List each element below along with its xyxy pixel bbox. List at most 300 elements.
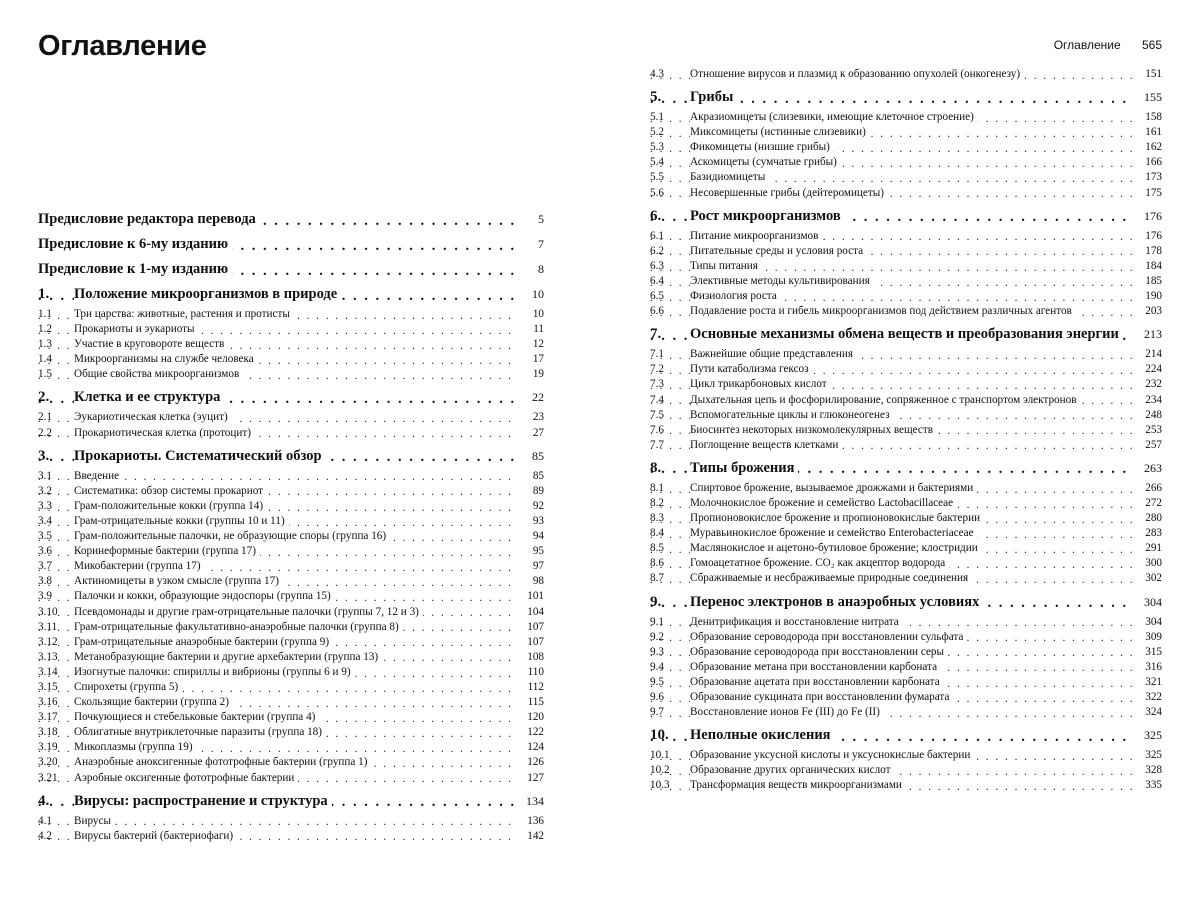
toc-number: 9.6	[650, 691, 664, 703]
toc-number: 3.14	[38, 665, 58, 678]
toc-page-number: 12	[514, 337, 544, 352]
toc-title-wrap	[650, 304, 1162, 319]
toc-page-number: 300	[1132, 556, 1162, 571]
toc-section[interactable]	[650, 763, 1162, 778]
toc-number: 6.3	[650, 259, 664, 272]
toc-chapter[interactable]	[38, 447, 544, 466]
toc-page-number: 263	[1132, 459, 1162, 478]
toc-title-wrap	[650, 571, 1162, 586]
toc-title-wrap	[38, 235, 544, 254]
toc-title: Денитрификация и восстановление нитрата	[690, 616, 903, 628]
toc-number: 8.7	[650, 572, 664, 585]
toc-number: 10.2	[650, 764, 670, 777]
toc-title: Метанобразующие бактерии и другие архебактерии (группа 13)	[74, 651, 382, 663]
toc-number: 3.6	[38, 545, 52, 558]
toc-section[interactable]	[38, 514, 544, 529]
toc-title: Пути катаболизма гексоз	[690, 363, 813, 375]
toc-section[interactable]	[38, 529, 544, 544]
toc-number: 3.15	[38, 680, 58, 693]
toc-section[interactable]	[650, 526, 1162, 541]
toc-chapter[interactable]	[38, 285, 544, 304]
toc-number: 3.16	[38, 696, 58, 709]
toc-title-wrap	[650, 778, 1162, 793]
toc-number: 3.7	[38, 560, 52, 573]
toc-number: 2.2	[38, 426, 52, 439]
toc-section[interactable]	[38, 559, 544, 574]
toc-section[interactable]	[38, 605, 544, 620]
toc-section[interactable]	[650, 511, 1162, 526]
toc-title: Акразиомицеты (слизевики, имеющие клеточное строение)	[690, 111, 978, 123]
toc-number: 8.5	[650, 542, 664, 555]
toc-number: 6.2	[650, 244, 664, 257]
toc-number: 7.6	[650, 423, 664, 436]
toc-page-number: 335	[1132, 778, 1162, 793]
page-number: 565	[1141, 38, 1162, 52]
toc-page-number: 142	[514, 829, 544, 844]
toc-title-wrap	[650, 140, 1162, 155]
toc-title-wrap	[650, 496, 1162, 511]
toc-section[interactable]	[38, 710, 544, 725]
toc-chapter[interactable]	[650, 88, 1162, 107]
toc-section[interactable]	[650, 244, 1162, 259]
toc-section[interactable]	[650, 748, 1162, 763]
toc-title: Элективные методы культивирования	[690, 275, 874, 287]
toc-title: Участие в круговороте веществ	[74, 338, 228, 350]
toc-section[interactable]	[38, 307, 544, 322]
toc-section[interactable]	[650, 362, 1162, 377]
toc-number: 9.3	[650, 645, 664, 658]
toc-section[interactable]	[650, 675, 1162, 690]
toc-title: Три царства: животные, растения и протисты	[74, 308, 294, 320]
toc-section[interactable]	[38, 426, 544, 441]
toc-section[interactable]	[650, 541, 1162, 556]
toc-chapter[interactable]	[38, 792, 544, 811]
toc-title: Почкующиеся и стебельковые бактерии (группа 4)	[74, 711, 319, 723]
toc-section[interactable]	[650, 690, 1162, 705]
toc-title: Перенос электронов в анаэробных условиях	[690, 594, 983, 610]
toc-title-wrap	[38, 792, 544, 811]
toc-section[interactable]	[38, 469, 544, 484]
toc-page-number: 155	[1132, 88, 1162, 107]
toc-number: 10.	[650, 727, 669, 744]
toc-section[interactable]	[38, 367, 544, 382]
toc-page-number: 94	[514, 529, 544, 544]
toc-number: 3.12	[38, 635, 58, 648]
toc-page-number: 136	[514, 814, 544, 829]
toc-page-number: 302	[1132, 571, 1162, 586]
toc-section[interactable]	[38, 574, 544, 589]
toc-page-number: 322	[1132, 690, 1162, 705]
toc-page-number: 283	[1132, 526, 1162, 541]
toc-page-number: 126	[514, 755, 544, 770]
toc-title: Образование уксусной кислоты и уксуснокислые бактерии	[690, 749, 974, 761]
toc-title-wrap	[650, 726, 1162, 745]
toc-title-wrap	[650, 274, 1162, 289]
toc-section[interactable]	[650, 438, 1162, 453]
toc-title-wrap	[650, 110, 1162, 125]
toc-section[interactable]	[650, 393, 1162, 408]
toc-page-number: 17	[514, 352, 544, 367]
toc-page-number: 178	[1132, 244, 1162, 259]
toc-section[interactable]	[650, 67, 1162, 82]
toc-section[interactable]	[38, 589, 544, 604]
toc-number: 3.8	[38, 575, 52, 588]
toc-title: Псевдомонады и другие грам-отрицательные палочки (группы 7, 12 и 3)	[74, 606, 423, 618]
toc-number: 8.4	[650, 527, 664, 540]
toc-page-number: 257	[1132, 438, 1162, 453]
toc-section[interactable]	[38, 484, 544, 499]
toc-title-wrap	[38, 650, 544, 665]
toc-number: 3.5	[38, 530, 52, 543]
toc-page-number: 162	[1132, 140, 1162, 155]
toc-page-number: 190	[1132, 289, 1162, 304]
toc-title-wrap	[38, 680, 544, 695]
toc-page-number: 85	[514, 469, 544, 484]
toc-number: 8.2	[650, 496, 664, 509]
toc-page-number: 19	[514, 367, 544, 382]
toc-chapter[interactable]	[650, 325, 1162, 344]
toc-section[interactable]	[650, 347, 1162, 362]
toc-title-wrap	[38, 337, 544, 352]
toc-page-number: 124	[514, 740, 544, 755]
toc-title: Типы брожения	[690, 460, 798, 476]
toc-section[interactable]	[650, 170, 1162, 185]
toc-section[interactable]	[650, 778, 1162, 793]
toc-page-number: 115	[514, 695, 544, 710]
toc-section[interactable]	[38, 322, 544, 337]
toc-title: Муравьинокислое брожение и семейство Enterobacteriaceae	[690, 527, 978, 539]
toc-chapter[interactable]	[650, 726, 1162, 745]
toc-number: 10.3	[650, 779, 670, 792]
toc-front-matter[interactable]	[38, 235, 544, 254]
toc-number: 8.6	[650, 557, 664, 570]
toc-title-wrap	[38, 635, 544, 650]
toc-number: 9.	[650, 593, 662, 610]
toc-chapter[interactable]	[650, 459, 1162, 478]
toc-page-number: 92	[514, 499, 544, 514]
toc-title: Скользящие бактерии (группа 2)	[74, 696, 233, 708]
toc-page-number: 324	[1132, 705, 1162, 720]
toc-title: Предисловие редактора перевода	[38, 211, 260, 227]
toc-section[interactable]	[650, 496, 1162, 511]
toc-title: Неполные окисления	[690, 727, 835, 743]
right-page	[600, 0, 1200, 919]
toc-number: 3.4	[38, 514, 52, 527]
toc-title: Микроорганизмы на службе человека	[74, 353, 258, 365]
toc-title-wrap	[650, 362, 1162, 377]
toc-title-wrap	[38, 285, 544, 304]
toc-title-wrap	[650, 155, 1162, 170]
toc-number: 7.1	[650, 348, 664, 361]
toc-page-number: 291	[1132, 541, 1162, 556]
toc-chapter[interactable]	[650, 207, 1162, 226]
toc-number: 1.3	[38, 338, 52, 351]
toc-number: 7.3	[650, 378, 664, 391]
toc-title-wrap	[650, 423, 1162, 438]
toc-page-number: 176	[1132, 229, 1162, 244]
toc-title: Образование сероводорода при восстановлении сульфата	[690, 631, 967, 643]
toc-title: Типы питания	[690, 260, 762, 272]
toc-page-number: 214	[1132, 347, 1162, 362]
toc-section[interactable]	[38, 544, 544, 559]
toc-title: Отношение вирусов и плазмид к образованию опухолей (онкогенезу)	[690, 68, 1024, 80]
toc-section[interactable]	[650, 481, 1162, 496]
toc-title: Образование других органических кислот	[690, 764, 894, 776]
toc-number: 3.20	[38, 756, 58, 769]
toc-number: 8.1	[650, 481, 664, 494]
toc-page-number: 151	[1132, 67, 1162, 82]
toc-section[interactable]	[650, 274, 1162, 289]
toc-section[interactable]	[38, 337, 544, 352]
toc-number: 9.7	[650, 706, 664, 719]
toc-section[interactable]	[38, 635, 544, 650]
toc-title: Спирохеты (группа 5)	[74, 681, 182, 693]
toc-number: 5.3	[650, 141, 664, 154]
toc-number: 5.2	[650, 126, 664, 139]
toc-title: Сбраживаемые и несбраживаемые природные соединения	[690, 572, 972, 584]
toc-page-number: 266	[1132, 481, 1162, 496]
toc-number: 9.4	[650, 660, 664, 673]
toc-number: 3.21	[38, 771, 58, 784]
toc-page-number: 85	[514, 447, 544, 466]
toc-title: Миксомицеты (истинные слизевики)	[690, 126, 870, 138]
toc-number: 5.	[650, 89, 662, 106]
toc-title-wrap	[650, 244, 1162, 259]
toc-number: 1.5	[38, 368, 52, 381]
toc-number: 3.9	[38, 590, 52, 603]
toc-number: 3.11	[38, 620, 58, 633]
toc-section[interactable]	[38, 352, 544, 367]
toc-section[interactable]	[650, 705, 1162, 720]
toc-number: 9.1	[650, 615, 664, 628]
toc-section[interactable]	[650, 140, 1162, 155]
toc-title-wrap	[38, 410, 544, 425]
toc-page-number: 89	[514, 484, 544, 499]
toc-section[interactable]	[650, 556, 1162, 571]
toc-title: Грибы	[690, 89, 737, 105]
toc-number: 5.1	[650, 111, 664, 124]
toc-title-wrap	[38, 605, 544, 620]
toc-page-number: 176	[1132, 207, 1162, 226]
toc-title-wrap	[650, 67, 1162, 82]
toc-number: 6.6	[650, 305, 664, 318]
toc-list-left	[38, 210, 544, 844]
toc-title: Вирусы бактерий (бактериофаги)	[74, 830, 237, 842]
toc-number: 7.4	[650, 393, 664, 406]
toc-title-wrap	[650, 556, 1162, 571]
toc-title: Подавление роста и гибель микроорганизмов под действием различных агентов	[690, 305, 1076, 317]
toc-section[interactable]	[650, 630, 1162, 645]
toc-number: 9.2	[650, 630, 664, 643]
toc-title-wrap	[650, 511, 1162, 526]
toc-page-number: 321	[1132, 675, 1162, 690]
toc-section[interactable]	[650, 571, 1162, 586]
toc-chapter[interactable]	[650, 593, 1162, 612]
toc-page-number: 248	[1132, 408, 1162, 423]
toc-title-wrap	[38, 210, 544, 229]
toc-title-wrap	[38, 447, 544, 466]
toc-title: Эукариотическая клетка (эуцит)	[74, 411, 232, 423]
toc-title: Образование ацетата при восстановлении карбоната	[690, 676, 944, 688]
toc-title-wrap	[650, 88, 1162, 107]
toc-title-wrap	[650, 186, 1162, 201]
toc-number: 1.4	[38, 353, 52, 366]
toc-number: 3.19	[38, 741, 58, 754]
toc-title: Молочнокислое брожение и семейство Lactobacillaceae	[690, 497, 957, 509]
toc-number: 3.17	[38, 711, 58, 724]
toc-section[interactable]	[650, 423, 1162, 438]
toc-front-matter[interactable]	[38, 260, 544, 279]
toc-page-number: 101	[514, 589, 544, 604]
toc-number: 9.5	[650, 675, 664, 688]
toc-section[interactable]	[38, 755, 544, 770]
toc-chapter[interactable]	[38, 388, 544, 407]
toc-section[interactable]	[650, 125, 1162, 140]
toc-number: 3.3	[38, 499, 52, 512]
toc-title-wrap	[650, 705, 1162, 720]
toc-page-number: 304	[1132, 593, 1162, 612]
toc-number: 5.6	[650, 186, 664, 199]
toc-title-wrap	[650, 541, 1162, 556]
running-head-title: Оглавление	[1053, 38, 1121, 52]
toc-page-number: 23	[514, 410, 544, 425]
toc-section[interactable]	[38, 665, 544, 680]
toc-number: 6.1	[650, 229, 664, 242]
toc-title: Микобактерии (группа 17)	[74, 560, 205, 572]
toc-title-wrap	[38, 499, 544, 514]
toc-section[interactable]	[650, 155, 1162, 170]
toc-number: 6.4	[650, 274, 664, 287]
toc-title: Важнейшие общие представления	[690, 348, 857, 360]
toc-title-wrap	[650, 660, 1162, 675]
toc-page-number: 127	[514, 771, 544, 786]
toc-page-number: 22	[514, 388, 544, 407]
toc-page-number: 134	[514, 792, 544, 811]
toc-title-wrap	[650, 675, 1162, 690]
toc-section[interactable]	[38, 650, 544, 665]
toc-title-wrap	[650, 325, 1162, 344]
toc-page-number: 11	[514, 322, 544, 337]
toc-section[interactable]	[38, 740, 544, 755]
toc-number: 3.1	[38, 469, 52, 482]
toc-section[interactable]	[650, 229, 1162, 244]
toc-section[interactable]	[38, 725, 544, 740]
toc-page-number: 325	[1132, 726, 1162, 745]
toc-title-wrap	[650, 393, 1162, 408]
toc-title: Дыхательная цепь и фосфорилирование, сопряженное с транспортом электронов	[690, 394, 1081, 406]
toc-title: Общие свойства микроорганизмов	[74, 368, 243, 380]
toc-section[interactable]	[650, 660, 1162, 675]
toc-section[interactable]	[650, 110, 1162, 125]
toc-section[interactable]	[650, 615, 1162, 630]
toc-title-wrap	[650, 170, 1162, 185]
toc-section[interactable]	[650, 377, 1162, 392]
toc-section[interactable]	[650, 186, 1162, 201]
toc-title: Прокариотическая клетка (протоцит)	[74, 427, 255, 439]
toc-section[interactable]	[650, 304, 1162, 319]
toc-title-wrap	[38, 829, 544, 844]
toc-page-number: 112	[514, 680, 544, 695]
toc-section[interactable]	[38, 695, 544, 710]
toc-title-wrap	[38, 665, 544, 680]
toc-title-wrap	[38, 589, 544, 604]
toc-section[interactable]	[650, 645, 1162, 660]
toc-title-wrap	[38, 367, 544, 382]
toc-title-wrap	[38, 740, 544, 755]
toc-title: Образование сукцината при восстановлении фумарата	[690, 691, 953, 703]
toc-title: Вспомогательные циклы и глюконеогенез	[690, 409, 894, 421]
toc-title-wrap	[650, 459, 1162, 478]
toc-page-number: 325	[1132, 748, 1162, 763]
toc-title-wrap	[38, 426, 544, 441]
toc-title-wrap	[650, 690, 1162, 705]
toc-page-number: 316	[1132, 660, 1162, 675]
toc-section[interactable]	[38, 620, 544, 635]
toc-title: Изогнутые палочки: спириллы и вибрионы (группы 6 и 9)	[74, 666, 355, 678]
toc-title: Образование метана при восстановлении карбоната	[690, 661, 941, 673]
toc-title-wrap	[38, 710, 544, 725]
toc-page-number: 272	[1132, 496, 1162, 511]
toc-title-wrap	[650, 593, 1162, 612]
toc-page-number: 120	[514, 710, 544, 725]
toc-title-wrap	[38, 514, 544, 529]
toc-title: Питательные среды и условия роста	[690, 245, 867, 257]
toc-front-matter[interactable]	[38, 210, 544, 229]
toc-number: 7.2	[650, 363, 664, 376]
toc-page-number: 253	[1132, 423, 1162, 438]
toc-number: 7.5	[650, 408, 664, 421]
toc-title: Образование сероводорода при восстановлении серы	[690, 646, 948, 658]
toc-title: Грам-положительные палочки, не образующие споры (группа 16)	[74, 530, 390, 542]
toc-section[interactable]	[38, 499, 544, 514]
toc-section[interactable]	[38, 680, 544, 695]
toc-title: Аскомицеты (сумчатые грибы)	[690, 156, 841, 168]
toc-section[interactable]	[650, 289, 1162, 304]
toc-section[interactable]	[38, 771, 544, 786]
toc-number: 4.1	[38, 814, 52, 827]
toc-title: Гомоацетатное брожение. CO₂ как акцептор водорода	[690, 557, 949, 569]
page-title: Оглавление	[38, 30, 207, 62]
toc-page-number: 315	[1132, 645, 1162, 660]
toc-section[interactable]	[38, 814, 544, 829]
toc-number: 1.	[38, 286, 50, 302]
toc-section[interactable]	[38, 829, 544, 844]
toc-title-wrap	[38, 484, 544, 499]
toc-title: Грам-отрицательные анаэробные бактерии (группа 9)	[74, 636, 333, 648]
toc-title: Грам-положительные кокки (группа 14)	[74, 500, 267, 512]
toc-title: Прокариоты и эукариоты	[74, 323, 199, 335]
toc-section[interactable]	[650, 259, 1162, 274]
toc-title-wrap	[650, 438, 1162, 453]
toc-title: Физиология роста	[690, 290, 781, 302]
toc-title-wrap	[650, 289, 1162, 304]
toc-title: Анаэробные аноксигенные фототрофные бактерии (группа 1)	[74, 756, 371, 768]
toc-page-number: 10	[514, 285, 544, 304]
toc-title-wrap	[650, 377, 1162, 392]
toc-title: Рост микроорганизмов	[690, 208, 845, 224]
toc-section[interactable]	[650, 408, 1162, 423]
toc-number: 4.	[38, 792, 50, 809]
toc-title: Основные механизмы обмена веществ и преобразования энергии	[690, 326, 1123, 342]
toc-title-wrap	[38, 755, 544, 770]
toc-title-wrap	[38, 307, 544, 322]
toc-title-wrap	[650, 645, 1162, 660]
toc-title: Палочки и кокки, образующие эндоспоры (группа 15)	[74, 590, 335, 602]
toc-title: Трансформация веществ микроорганизмами	[690, 779, 906, 791]
toc-title: Прокариоты. Систематический обзор	[74, 448, 326, 464]
toc-title-wrap	[38, 574, 544, 589]
toc-section[interactable]	[38, 410, 544, 425]
